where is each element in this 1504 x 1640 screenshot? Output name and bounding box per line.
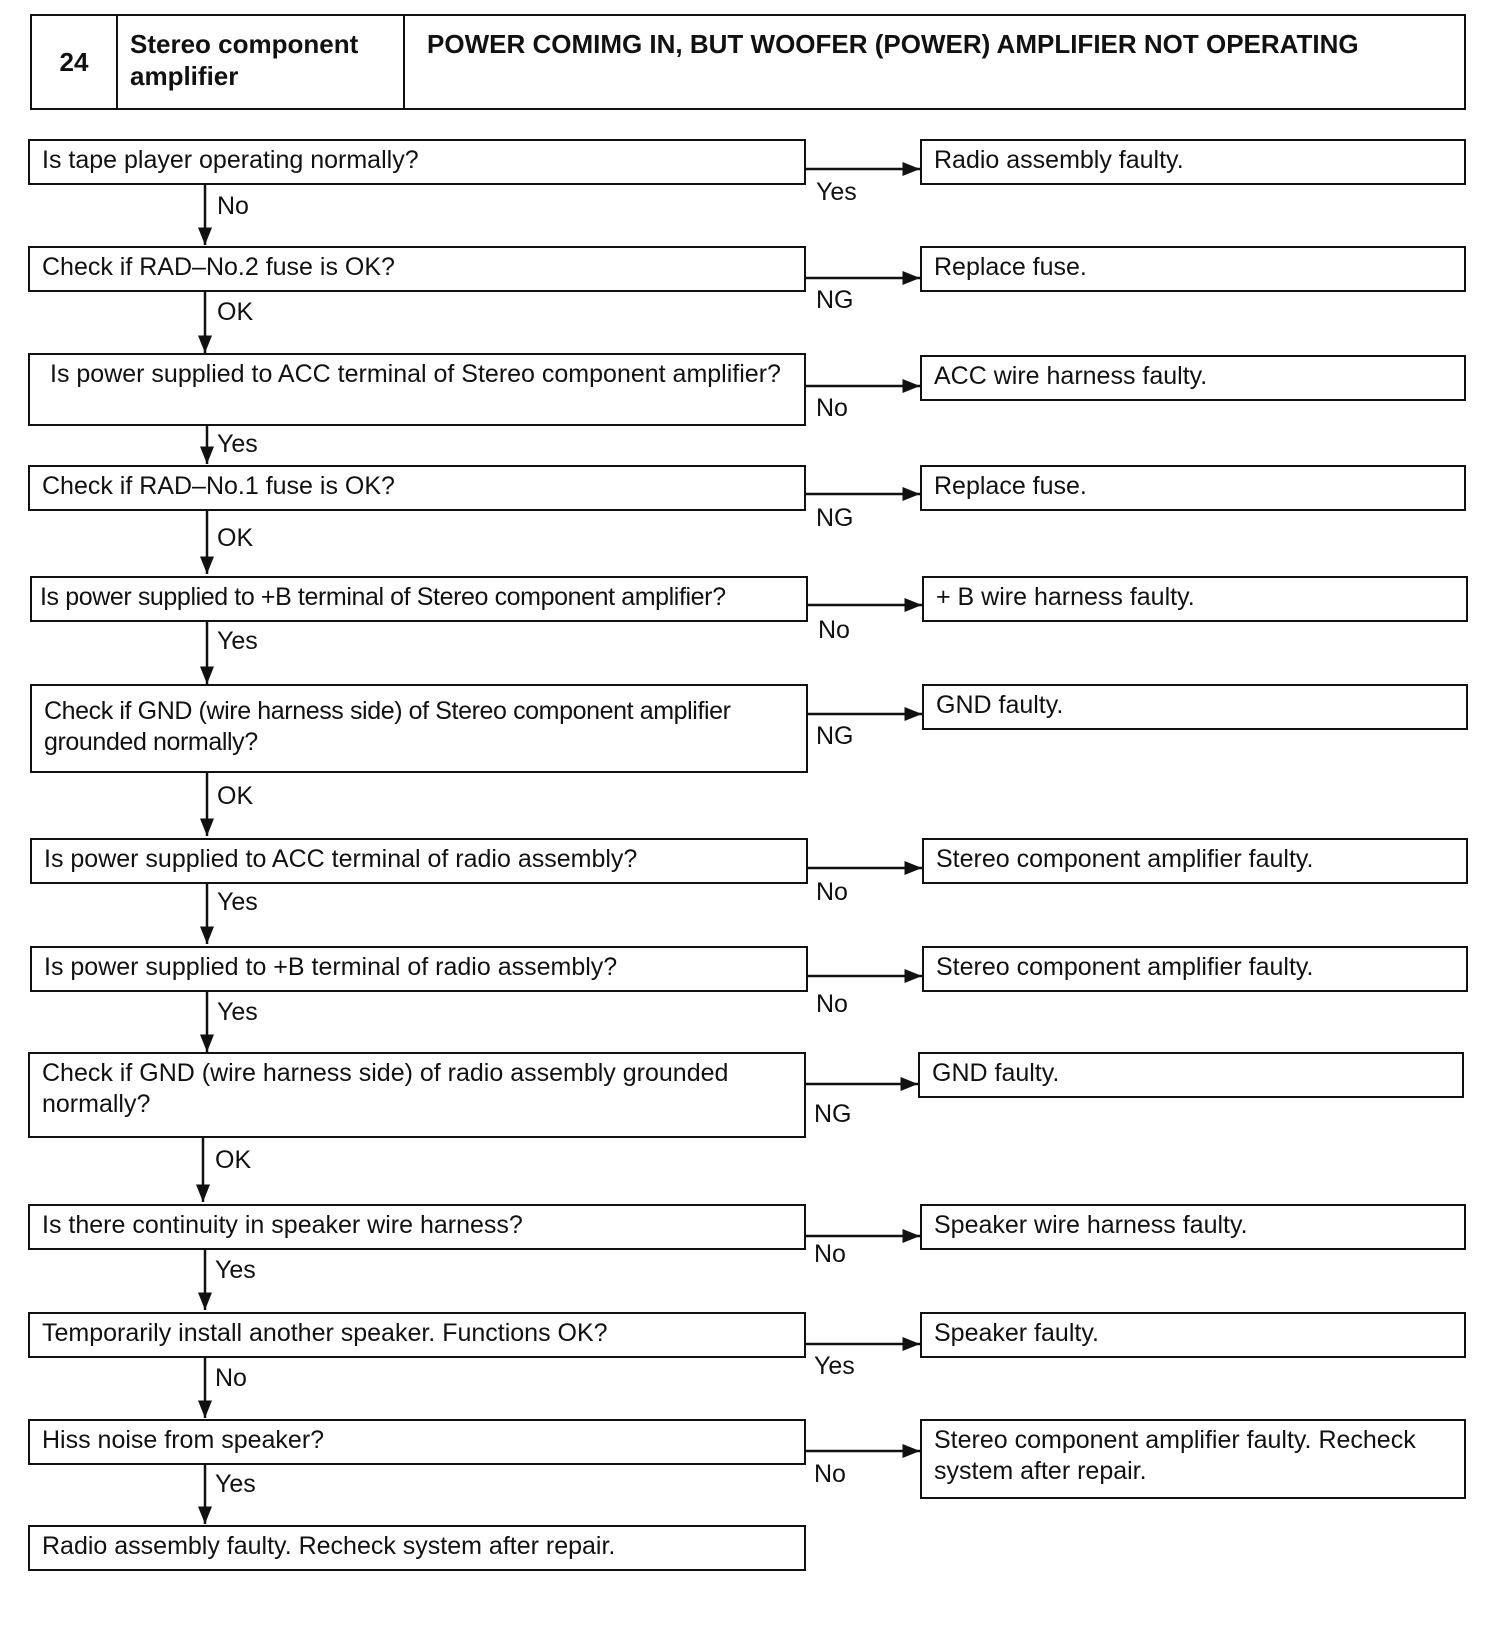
result-box: Stereo component amplifier faulty. bbox=[922, 838, 1468, 884]
branch-label: NG bbox=[814, 1100, 852, 1128]
branch-label: Yes bbox=[217, 998, 258, 1026]
question-box: Is power supplied to ACC terminal of Stereo component amplifier? bbox=[28, 353, 806, 426]
result-box: Replace fuse. bbox=[920, 465, 1466, 511]
result-box: GND faulty. bbox=[922, 684, 1468, 730]
question-box: Temporarily install another speaker. Functions OK? bbox=[28, 1312, 806, 1358]
result-box: Speaker wire harness faulty. bbox=[920, 1204, 1466, 1250]
question-box: Check if RAD–No.1 fuse is OK? bbox=[28, 465, 806, 511]
result-box: Stereo component amplifier faulty. bbox=[922, 946, 1468, 992]
procedure-number: 24 bbox=[32, 16, 118, 108]
result-box: + B wire harness faulty. bbox=[922, 576, 1468, 622]
branch-label: Yes bbox=[816, 178, 857, 206]
question-box: Is there continuity in speaker wire harness? bbox=[28, 1204, 806, 1250]
result-box: Radio assembly faulty. bbox=[920, 139, 1466, 185]
question-box: Is power supplied to +B terminal of Stereo component amplifier? bbox=[30, 576, 808, 622]
question-box: Check if RAD–No.2 fuse is OK? bbox=[28, 246, 806, 292]
question-box: Check if GND (wire harness side) of radio assembly grounded normally? bbox=[28, 1052, 806, 1138]
branch-label: OK bbox=[217, 782, 254, 810]
branch-label: No bbox=[217, 192, 249, 220]
branch-label: No bbox=[814, 1240, 846, 1268]
branch-label: Yes bbox=[217, 627, 258, 655]
question-box: Check if GND (wire harness side) of Stereo component amplifier grounded normally? bbox=[30, 684, 808, 773]
branch-label: NG bbox=[816, 286, 854, 314]
branch-label: Yes bbox=[217, 888, 258, 916]
branch-label: Yes bbox=[814, 1352, 855, 1380]
branch-label: Yes bbox=[215, 1470, 256, 1498]
branch-label: Yes bbox=[217, 430, 258, 458]
branch-label: No bbox=[816, 990, 848, 1018]
branch-label: No bbox=[816, 878, 848, 906]
result-box: ACC wire harness faulty. bbox=[920, 355, 1466, 401]
result-box: GND faulty. bbox=[918, 1052, 1464, 1098]
branch-label: OK bbox=[215, 1146, 252, 1174]
branch-label: No bbox=[814, 1460, 846, 1488]
result-box: Replace fuse. bbox=[920, 246, 1466, 292]
question-box: Is tape player operating normally? bbox=[28, 139, 806, 185]
component-name: Stereo component amplifier bbox=[118, 16, 405, 108]
branch-label: NG bbox=[816, 504, 854, 532]
branch-label: NG bbox=[816, 722, 854, 750]
result-box: Stereo component amplifier faulty. Recheck system after repair. bbox=[920, 1419, 1466, 1499]
problem-title: POWER COMIMG IN, BUT WOOFER (POWER) AMPLIFIER NOT OPERATING bbox=[427, 29, 1359, 59]
question-box: Hiss noise from speaker? bbox=[28, 1419, 806, 1465]
question-box: Is power supplied to ACC terminal of radio assembly? bbox=[30, 838, 808, 884]
final-result-box: Radio assembly faulty. Recheck system after repair. bbox=[28, 1525, 806, 1571]
result-box: Speaker faulty. bbox=[920, 1312, 1466, 1358]
branch-label: OK bbox=[217, 524, 254, 552]
branch-label: No bbox=[816, 394, 848, 422]
branch-label: No bbox=[818, 616, 850, 644]
branch-label: OK bbox=[217, 298, 254, 326]
branch-label: Yes bbox=[215, 1256, 256, 1284]
question-box: Is power supplied to +B terminal of radio assembly? bbox=[30, 946, 808, 992]
branch-label: No bbox=[215, 1364, 247, 1392]
